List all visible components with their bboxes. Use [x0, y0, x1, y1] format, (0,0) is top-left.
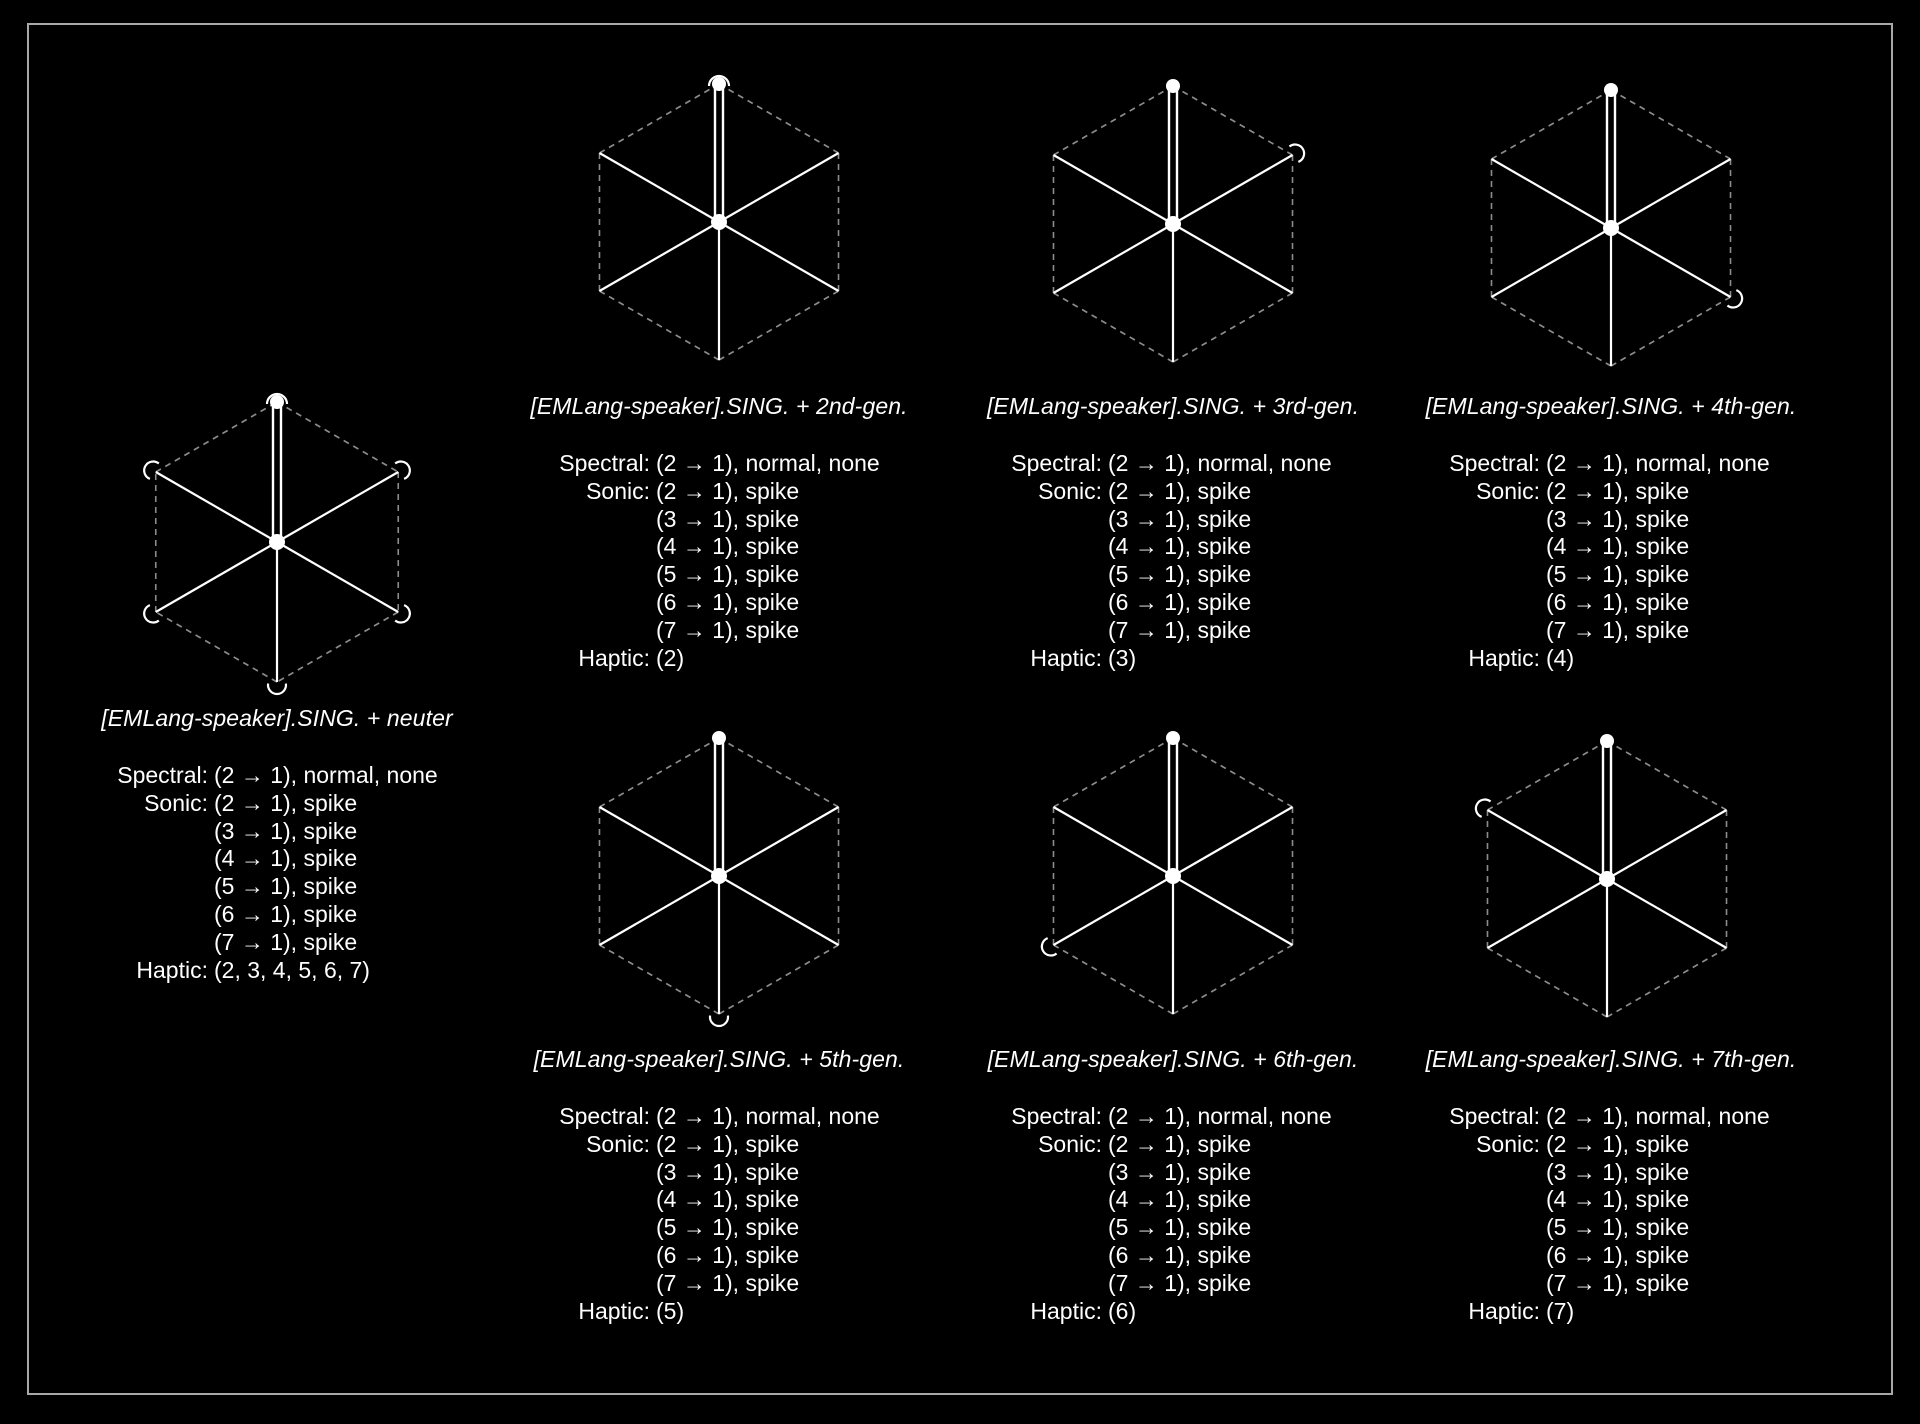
feature-line	[1546, 1159, 1689, 1187]
feature-value: (2 → 1), normal, none	[656, 1103, 880, 1129]
hexagon-edge	[1053, 293, 1173, 362]
feature-value: (7 → 1), spike	[1546, 1269, 1690, 1296]
feature-line	[656, 533, 799, 561]
hexagon-edge	[1173, 293, 1293, 362]
feature-label: Haptic:	[1030, 1297, 1102, 1324]
feature-value: (7 → 1), spike	[656, 1269, 800, 1296]
spoke-upper-left	[1053, 155, 1173, 224]
feature-value: (2 → 1), spike	[656, 477, 800, 504]
top-node	[712, 77, 726, 91]
spoke-upper-left	[156, 472, 277, 542]
spoke-upper-left	[1491, 159, 1611, 228]
feature-line	[559, 450, 880, 478]
feature-line	[1011, 1103, 1332, 1131]
feature-line	[656, 1186, 799, 1214]
top-node	[1166, 79, 1180, 93]
feature-line	[214, 901, 357, 929]
feature-value: (6 → 1), spike	[656, 589, 800, 615]
top-node	[1600, 734, 1614, 748]
spoke-upper-right	[1173, 155, 1293, 224]
feature-label: Sonic:	[1476, 477, 1540, 504]
feature-line	[1108, 617, 1251, 645]
marked-vertex-upper-left	[144, 462, 159, 479]
spoke-upper-right	[1173, 807, 1293, 876]
feature-value: (5 → 1), spike	[1108, 561, 1252, 588]
feature-line	[1546, 617, 1689, 645]
caption-7th-gen: [EMLang-speaker].SING. + 7th-gen.	[1425, 1046, 1797, 1072]
feature-value: (3)	[1108, 644, 1137, 671]
feature-line	[1546, 589, 1689, 617]
feature-value: (5 → 1), spike	[1108, 1214, 1252, 1241]
feature-label: Haptic:	[1030, 644, 1102, 671]
feature-value: (2 → 1), spike	[1108, 1130, 1252, 1157]
feature-value: (6 → 1), spike	[1108, 1242, 1252, 1268]
feature-value: (3 → 1), spike	[1108, 1158, 1252, 1185]
hexagon-edge	[1611, 90, 1731, 159]
feature-line	[1108, 561, 1251, 589]
hexagon-edge	[1173, 945, 1293, 1014]
spoke-lower-right	[719, 876, 839, 945]
spoke-upper-left	[1053, 807, 1173, 876]
feature-line	[1108, 1270, 1251, 1298]
hexagon-edge	[1491, 90, 1611, 159]
feature-value: (5 → 1), spike	[656, 1214, 800, 1241]
feature-line	[144, 789, 358, 818]
feature-value: (3 → 1), spike	[656, 1158, 800, 1185]
spoke-upper-right	[277, 472, 398, 542]
caption-neuter: [EMLang-speaker].SING. + neuter	[101, 705, 453, 731]
feature-value: (7 → 1), spike	[1108, 1269, 1252, 1296]
spoke-lower-right	[1173, 224, 1293, 293]
hexagon-diagram-2nd-gen	[584, 80, 854, 380]
hexagon-edge	[599, 291, 719, 360]
feature-label: Sonic:	[1476, 1130, 1540, 1157]
hexagon-edge	[719, 291, 839, 360]
feature-line	[656, 1214, 799, 1242]
marked-vertex-lower-left	[1042, 938, 1057, 955]
feature-label: Spectral:	[1449, 450, 1540, 476]
feature-label: Sonic:	[586, 1130, 650, 1157]
feature-value: (7 → 1), spike	[1108, 616, 1252, 643]
feature-line	[1546, 1242, 1689, 1270]
feature-label: Sonic:	[1038, 477, 1102, 504]
caption-5th-gen: [EMLang-speaker].SING. + 5th-gen.	[533, 1046, 905, 1072]
spoke-lower-left	[1487, 879, 1607, 948]
feature-line	[656, 1159, 799, 1187]
marked-vertex-bottom	[268, 684, 286, 694]
feature-line	[1108, 589, 1251, 617]
spoke-upper-left	[599, 807, 719, 876]
spoke-lower-right	[1173, 876, 1293, 945]
feature-value: (4 → 1), spike	[1108, 533, 1252, 560]
feature-line	[1108, 1159, 1251, 1187]
feature-line	[1476, 477, 1690, 506]
hexagon-edge	[719, 945, 839, 1014]
top-node	[1166, 731, 1180, 745]
feature-line	[656, 617, 799, 645]
spoke-lower-left	[599, 222, 719, 291]
feature-line	[1108, 533, 1251, 561]
feature-line	[656, 561, 799, 589]
feature-value: (7 → 1), spike	[656, 616, 800, 643]
feature-line	[1546, 1214, 1689, 1242]
hexagon-diagram-neuter	[142, 385, 412, 705]
feature-line	[1030, 644, 1137, 673]
feature-line	[1449, 1103, 1770, 1131]
center-node	[711, 868, 727, 884]
center-node	[1165, 216, 1181, 232]
top-node	[270, 395, 284, 409]
hexagon-edge	[1053, 945, 1173, 1014]
hexagon-edge	[1173, 86, 1293, 155]
feature-value: (2)	[656, 644, 685, 671]
feature-value: (2 → 1), spike	[656, 1130, 800, 1157]
feature-value: (2 → 1), spike	[1546, 477, 1690, 504]
feature-line	[586, 1130, 800, 1159]
marked-vertex-lower-left	[144, 605, 159, 622]
feature-label: Haptic:	[136, 956, 208, 983]
feature-value: (3 → 1), spike	[656, 505, 800, 532]
spoke-lower-right	[277, 542, 398, 612]
spoke-upper-right	[1611, 159, 1731, 228]
feature-value: (5 → 1), spike	[656, 561, 800, 588]
feature-line	[1468, 1297, 1575, 1326]
hexagon-edge	[277, 402, 398, 472]
hexagon-diagram-5th-gen	[584, 734, 854, 1034]
marked-vertex-bottom	[710, 1016, 728, 1026]
feature-line	[1546, 506, 1689, 534]
feature-value: (2, 3, 4, 5, 6, 7)	[214, 956, 370, 983]
feature-value: (2 → 1), normal, none	[1546, 1103, 1770, 1129]
feature-value: (3 → 1), spike	[214, 817, 358, 844]
hexagon-edge	[719, 84, 839, 153]
feature-label: Spectral:	[559, 1103, 650, 1129]
feature-line	[1546, 561, 1689, 589]
feature-value: (2 → 1), normal, none	[1108, 450, 1332, 476]
feature-line	[1038, 1130, 1252, 1159]
feature-line	[214, 818, 357, 846]
hexagon-edge	[1053, 738, 1173, 807]
spoke-upper-right	[1607, 810, 1727, 879]
feature-value: (4 → 1), spike	[1108, 1186, 1252, 1213]
feature-value: (5)	[656, 1297, 685, 1324]
feature-value: (5 → 1), spike	[1546, 1214, 1690, 1241]
hexagon-edge	[599, 84, 719, 153]
center-node	[1603, 220, 1619, 236]
feature-label: Haptic:	[578, 1297, 650, 1324]
feature-line	[578, 1297, 685, 1326]
marked-vertex-upper-right	[1289, 145, 1304, 162]
feature-value: (3 → 1), spike	[1546, 1158, 1690, 1185]
feature-value: (6 → 1), spike	[214, 901, 358, 927]
feature-value: (2 → 1), normal, none	[1108, 1103, 1332, 1129]
feature-value: (4)	[1546, 644, 1575, 671]
spoke-lower-left	[156, 542, 277, 612]
spoke-upper-right	[719, 807, 839, 876]
feature-line	[136, 956, 370, 985]
center-node	[711, 214, 727, 230]
caption-3rd-gen: [EMLang-speaker].SING. + 3rd-gen.	[986, 393, 1360, 419]
feature-label: Spectral:	[1011, 1103, 1102, 1129]
feature-line	[1546, 1186, 1689, 1214]
hexagon-edge	[599, 738, 719, 807]
hexagon-edge	[1607, 741, 1727, 810]
marked-vertex-lower-right	[1727, 290, 1742, 307]
center-node	[1599, 871, 1615, 887]
feature-line	[214, 929, 357, 957]
hexagon-edge	[1611, 297, 1731, 366]
hexagon-diagram-3rd-gen	[1038, 82, 1308, 382]
hexagon-edge	[277, 612, 398, 682]
feature-line	[1546, 533, 1689, 561]
spoke-lower-left	[1053, 876, 1173, 945]
feature-label: Spectral:	[559, 450, 650, 476]
spoke-lower-right	[1607, 879, 1727, 948]
spoke-upper-left	[1487, 810, 1607, 879]
feature-label: Haptic:	[1468, 1297, 1540, 1324]
marked-vertex-upper-right	[395, 462, 410, 479]
hexagon-edge	[1491, 297, 1611, 366]
hexagon-edge	[1487, 948, 1607, 1017]
hexagon-edge	[156, 612, 277, 682]
caption-2nd-gen: [EMLang-speaker].SING. + 2nd-gen.	[530, 393, 908, 419]
feature-value: (4 → 1), spike	[214, 845, 358, 872]
feature-value: (6 → 1), spike	[1546, 589, 1690, 615]
marked-vertex-upper-left	[1476, 800, 1491, 817]
spoke-lower-left	[1491, 228, 1611, 297]
feature-value: (5 → 1), spike	[1546, 561, 1690, 588]
feature-label: Sonic:	[586, 477, 650, 504]
feature-value: (3 → 1), spike	[1546, 505, 1690, 532]
hexagon-diagram-7th-gen	[1472, 737, 1742, 1037]
feature-line	[1108, 1186, 1251, 1214]
feature-value: (2 → 1), normal, none	[656, 450, 880, 476]
feature-line	[1030, 1297, 1137, 1326]
feature-line	[656, 506, 799, 534]
feature-label: Haptic:	[1468, 644, 1540, 671]
spoke-lower-right	[1611, 228, 1731, 297]
feature-line	[1468, 644, 1575, 673]
feature-value: (2 → 1), normal, none	[1546, 450, 1770, 476]
feature-line	[656, 589, 799, 617]
feature-line	[214, 873, 357, 901]
feature-value: (6 → 1), spike	[656, 1242, 800, 1268]
hexagon-diagram-4th-gen	[1476, 86, 1746, 386]
spoke-lower-right	[719, 222, 839, 291]
feature-line	[117, 762, 438, 790]
feature-line	[1546, 1270, 1689, 1298]
feature-value: (4 → 1), spike	[656, 1186, 800, 1213]
feature-value: (4 → 1), spike	[656, 533, 800, 560]
feature-label: Sonic:	[1038, 1130, 1102, 1157]
feature-label: Sonic:	[144, 789, 208, 816]
hexagon-edge	[1173, 738, 1293, 807]
spoke-lower-left	[599, 876, 719, 945]
hexagon-edge	[599, 945, 719, 1014]
feature-value: (4 → 1), spike	[1546, 533, 1690, 560]
feature-value: (5 → 1), spike	[214, 873, 358, 900]
feature-value: (7)	[1546, 1297, 1575, 1324]
caption-4th-gen: [EMLang-speaker].SING. + 4th-gen.	[1425, 393, 1797, 419]
center-node	[269, 534, 285, 550]
feature-label: Haptic:	[578, 644, 650, 671]
feature-line	[1476, 1130, 1690, 1159]
feature-value: (4 → 1), spike	[1546, 1186, 1690, 1213]
feature-label: Spectral:	[1449, 1103, 1540, 1129]
feature-line	[656, 1242, 799, 1270]
feature-value: (7 → 1), spike	[214, 928, 358, 955]
top-node	[1604, 83, 1618, 97]
feature-label: Spectral:	[117, 762, 208, 788]
top-node	[712, 731, 726, 745]
feature-value: (7 → 1), spike	[1546, 616, 1690, 643]
feature-line	[1108, 506, 1251, 534]
feature-label: Spectral:	[1011, 450, 1102, 476]
caption-6th-gen: [EMLang-speaker].SING. + 6th-gen.	[987, 1046, 1359, 1072]
feature-value: (6 → 1), spike	[1108, 589, 1252, 615]
feature-line	[559, 1103, 880, 1131]
feature-value: (3 → 1), spike	[1108, 505, 1252, 532]
feature-line	[1449, 450, 1770, 478]
feature-value: (2 → 1), spike	[1546, 1130, 1690, 1157]
hexagon-edge	[1607, 948, 1727, 1017]
feature-value: (6 → 1), spike	[1546, 1242, 1690, 1268]
marked-vertex-lower-right	[395, 605, 410, 622]
spoke-upper-right	[719, 153, 839, 222]
feature-value: (2 → 1), normal, none	[214, 762, 438, 788]
hexagon-diagram-6th-gen	[1038, 734, 1308, 1034]
feature-line	[656, 1270, 799, 1298]
feature-value: (2 → 1), spike	[214, 789, 358, 816]
hexagon-edge	[156, 402, 277, 472]
spoke-lower-left	[1053, 224, 1173, 293]
feature-value: (2 → 1), spike	[1108, 477, 1252, 504]
feature-value: (6)	[1108, 1297, 1137, 1324]
feature-line	[1011, 450, 1332, 478]
hexagon-edge	[719, 738, 839, 807]
center-node	[1165, 868, 1181, 884]
hexagon-edge	[1487, 741, 1607, 810]
feature-line	[1108, 1214, 1251, 1242]
feature-line	[1038, 477, 1252, 506]
feature-line	[214, 845, 357, 873]
feature-line	[578, 644, 685, 673]
hexagon-edge	[1053, 86, 1173, 155]
spoke-upper-left	[599, 153, 719, 222]
feature-line	[586, 477, 800, 506]
feature-line	[1108, 1242, 1251, 1270]
